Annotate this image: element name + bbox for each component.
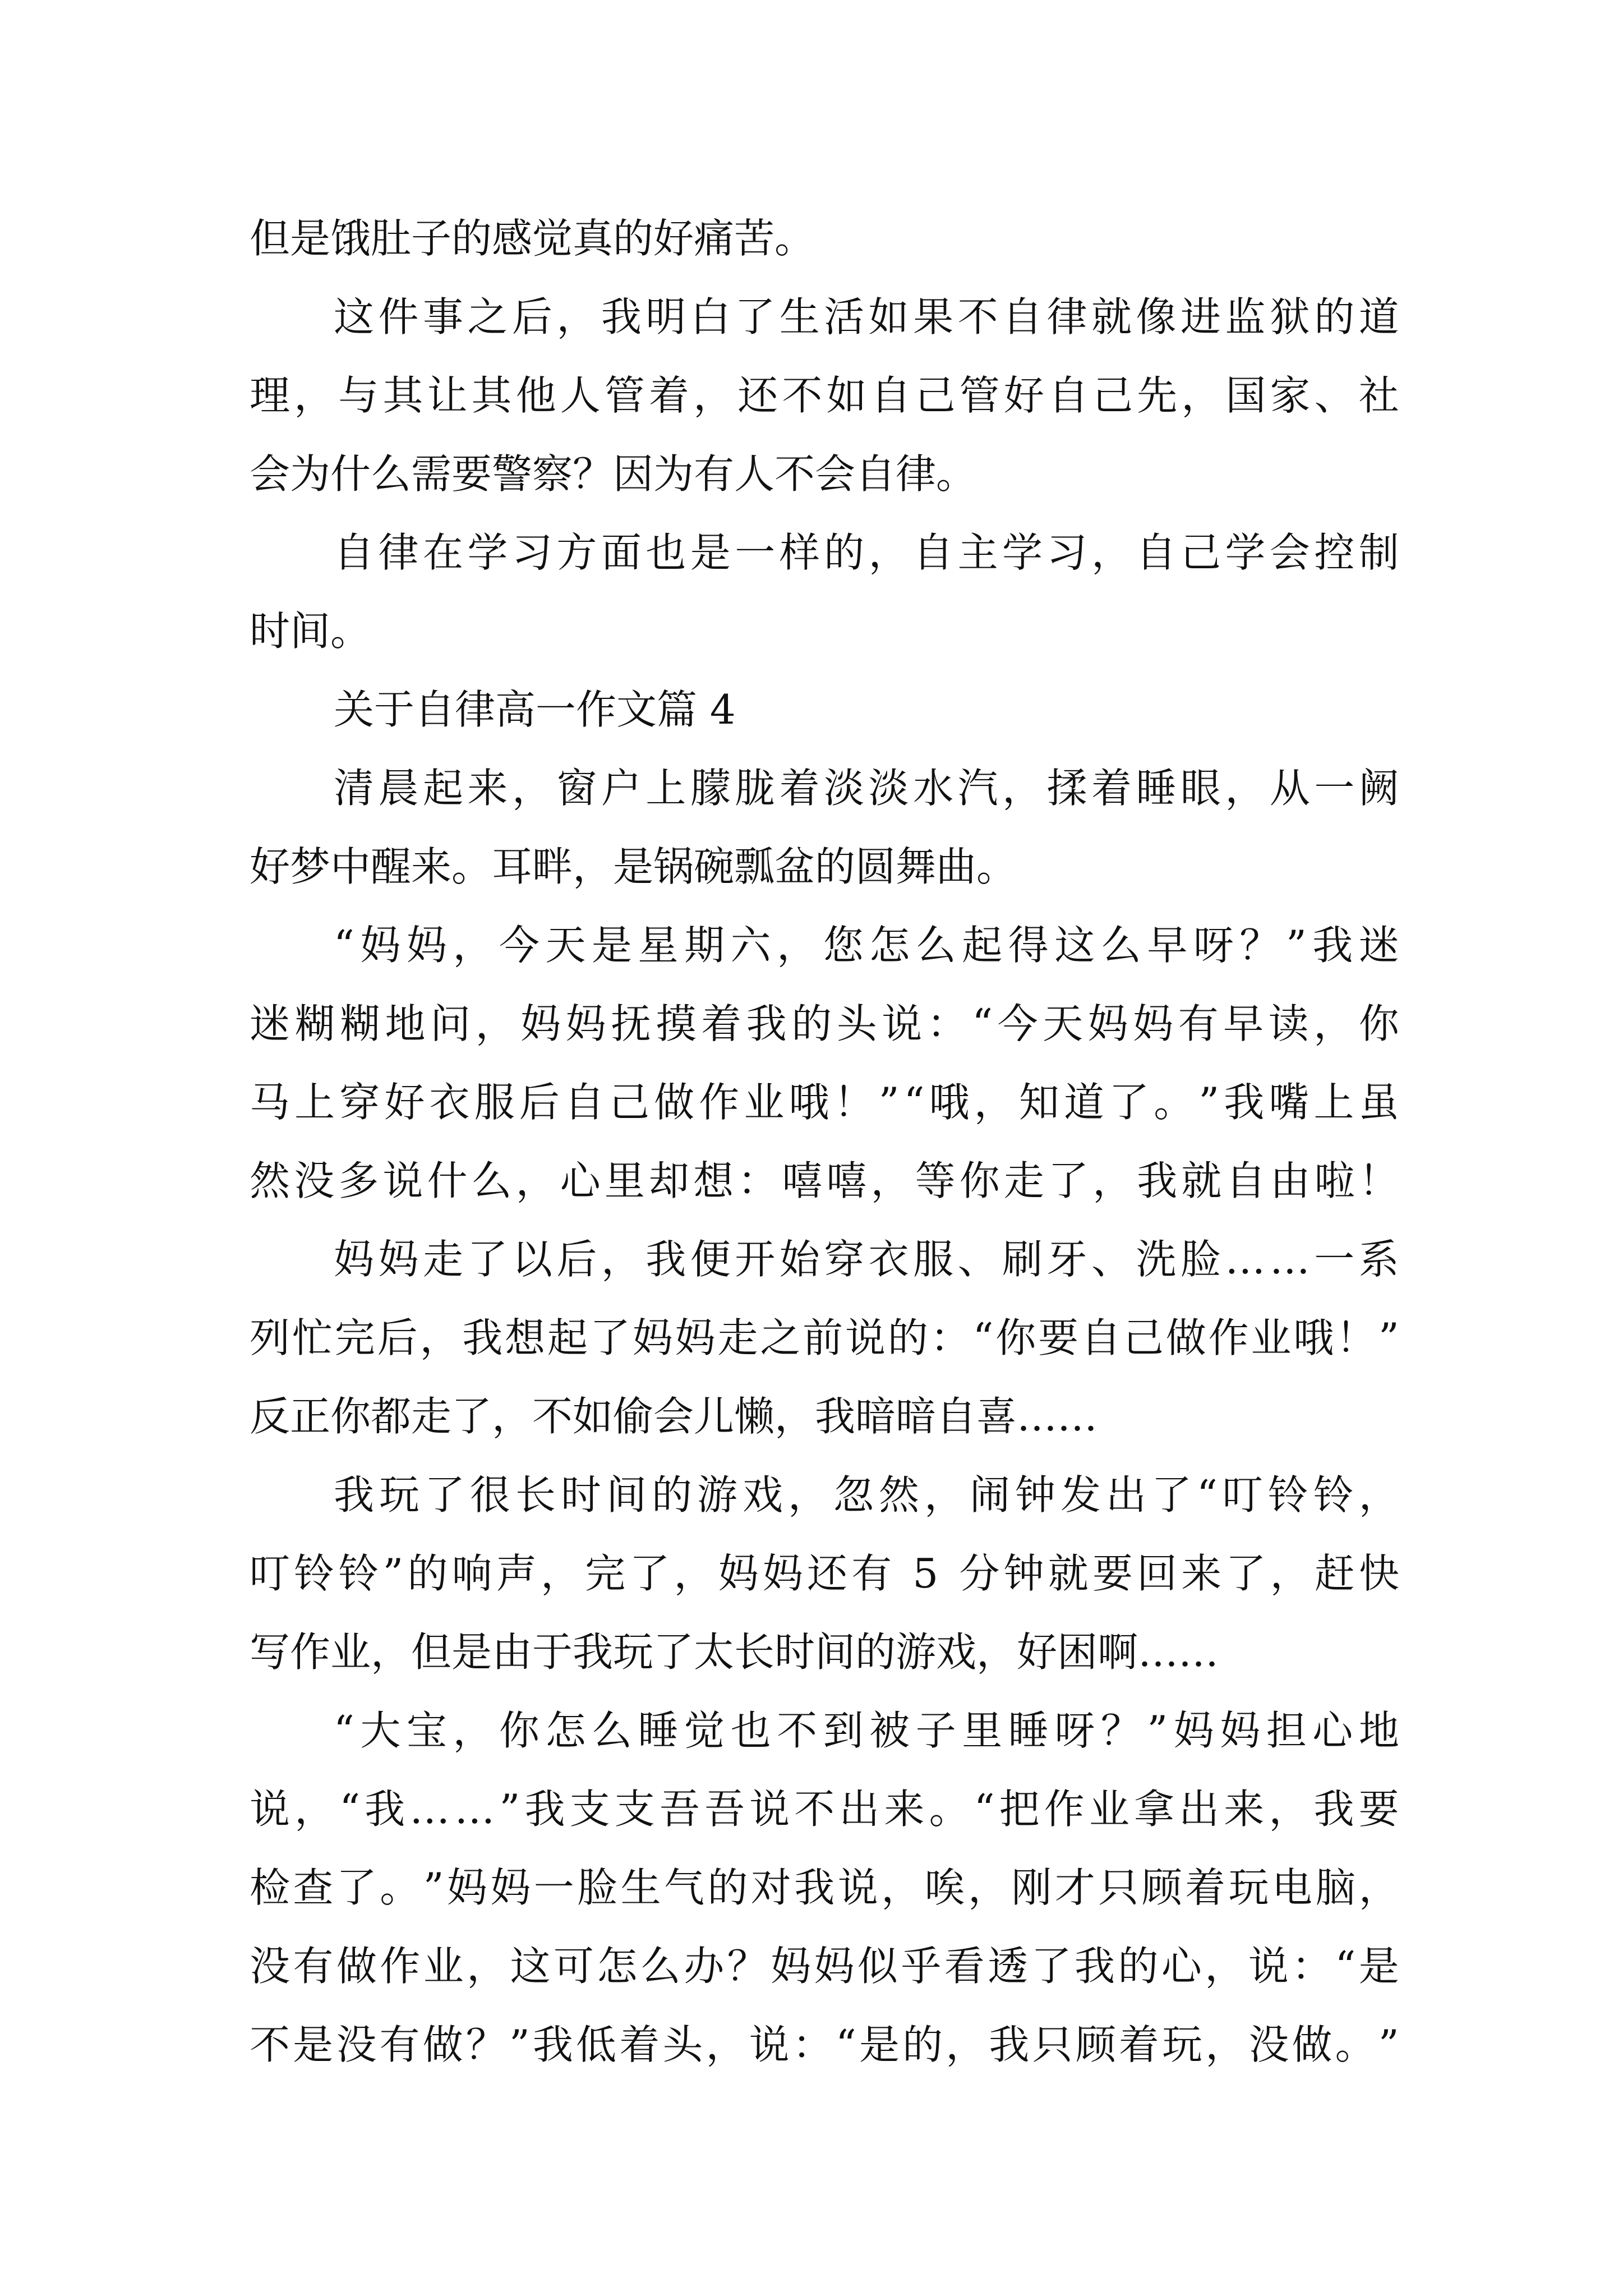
text-line: 理 ， 与 其 让 其 他 人 管 着 ， 还 不 如 自 己 管 好 自 己 先 ， 国 家 、 社 (250, 372, 1399, 419)
text-line: 马 上 穿 好 衣 服 后 自 己 做 作 业 哦 ！ ” “ 哦 ， 知 道 了 。 ” 我 嘴 上 虽 (250, 1079, 1399, 1126)
text-line: “ 大 宝 ， 你 怎 么 睡 觉 也 不 到 被 子 里 睡 呀 ？ ” 妈 妈 担 心 地 (334, 1707, 1399, 1754)
text-line: 没 有 做 作 业 ， 这 可 怎 么 办 ？ 妈 妈 似 乎 看 透 了 我 的 心 ， 说 ： “ 是 (250, 1943, 1399, 1990)
document-body (250, 199, 1399, 2084)
text-line: 关于自律高一作文篇 4 (334, 686, 736, 733)
text-line: 反正你都走了，不如偷会儿懒，我暗暗自喜…… (250, 1393, 1098, 1440)
text-line: 清 晨 起 来 ， 窗 户 上 朦 胧 着 淡 淡 水 汽 ， 揉 着 睡 眼 ， 从 一 阙 (334, 765, 1399, 812)
text-line: 时间。 (250, 608, 371, 655)
text-line: 自 律 在 学 习 方 面 也 是 一 样 的 ， 自 主 学 习 ， 自 己 学 会 控 制 (334, 529, 1399, 576)
text-line: 说 ， “ 我 … … ” 我 支 支 吾 吾 说 不 出 来 。 “ 把 作 业 拿 出 来 ， 我 要 (250, 1786, 1399, 1833)
text-line: 会为什么需要警察？因为有人不会自律。 (250, 450, 977, 498)
text-line: 叮 铃 铃 ” 的 响 声 ， 完 了 ， 妈 妈 还 有 5 分 钟 就 要 回 来 了 ， 赶 快 (250, 1550, 1399, 1597)
text-line: 不 是 没 有 做 ？ ” 我 低 着 头 ， 说 ： “ 是 的 ， 我 只 顾 着 玩 ， 没 做 。 ” (250, 2021, 1399, 2068)
text-line: 好梦中醒来。耳畔，是锅碗瓢盆的圆舞曲。 (250, 843, 1017, 890)
text-line: 妈 妈 走 了 以 后 ， 我 便 开 始 穿 衣 服 、 刷 牙 、 洗 脸 … … 一 系 (334, 1236, 1399, 1283)
text-line: 我 玩 了 很 长 时 间 的 游 戏 ， 忽 然 ， 闹 钟 发 出 了 “ 叮 铃 铃 ， (334, 1471, 1399, 1519)
text-line: 写作业，但是由于我玩了太长时间的游戏，好困啊…… (250, 1628, 1219, 1676)
text-line: “ 妈 妈 ， 今 天 是 星 期 六 ， 您 怎 么 起 得 这 么 早 呀 ？ ” 我 迷 (334, 922, 1399, 969)
text-line: 这 件 事 之 后 ， 我 明 白 了 生 活 如 果 不 自 律 就 像 进 监 狱 的 道 (334, 293, 1399, 341)
text-line: 迷 糊 糊 地 问 ， 妈 妈 抚 摸 着 我 的 头 说 ： “ 今 天 妈 妈 有 早 读 ， 你 (250, 1000, 1399, 1047)
text-line: 列 忙 完 后 ， 我 想 起 了 妈 妈 走 之 前 说 的 ： “ 你 要 自 己 做 作 业 哦 ！ ” (250, 1314, 1399, 1361)
text-line: 但是饿肚子的感觉真的好痛苦。 (250, 215, 815, 262)
text-line: 检 查 了 。 ” 妈 妈 一 脸 生 气 的 对 我 说 ， 唉 ， 刚 才 只 顾 着 玩 电 脑 ， (250, 1864, 1399, 1911)
text-line: 然 没 多 说 什 么 ， 心 里 却 想 ： 嘻 嘻 ， 等 你 走 了 ， 我 就 自 由 啦 ！ (250, 1157, 1399, 1204)
